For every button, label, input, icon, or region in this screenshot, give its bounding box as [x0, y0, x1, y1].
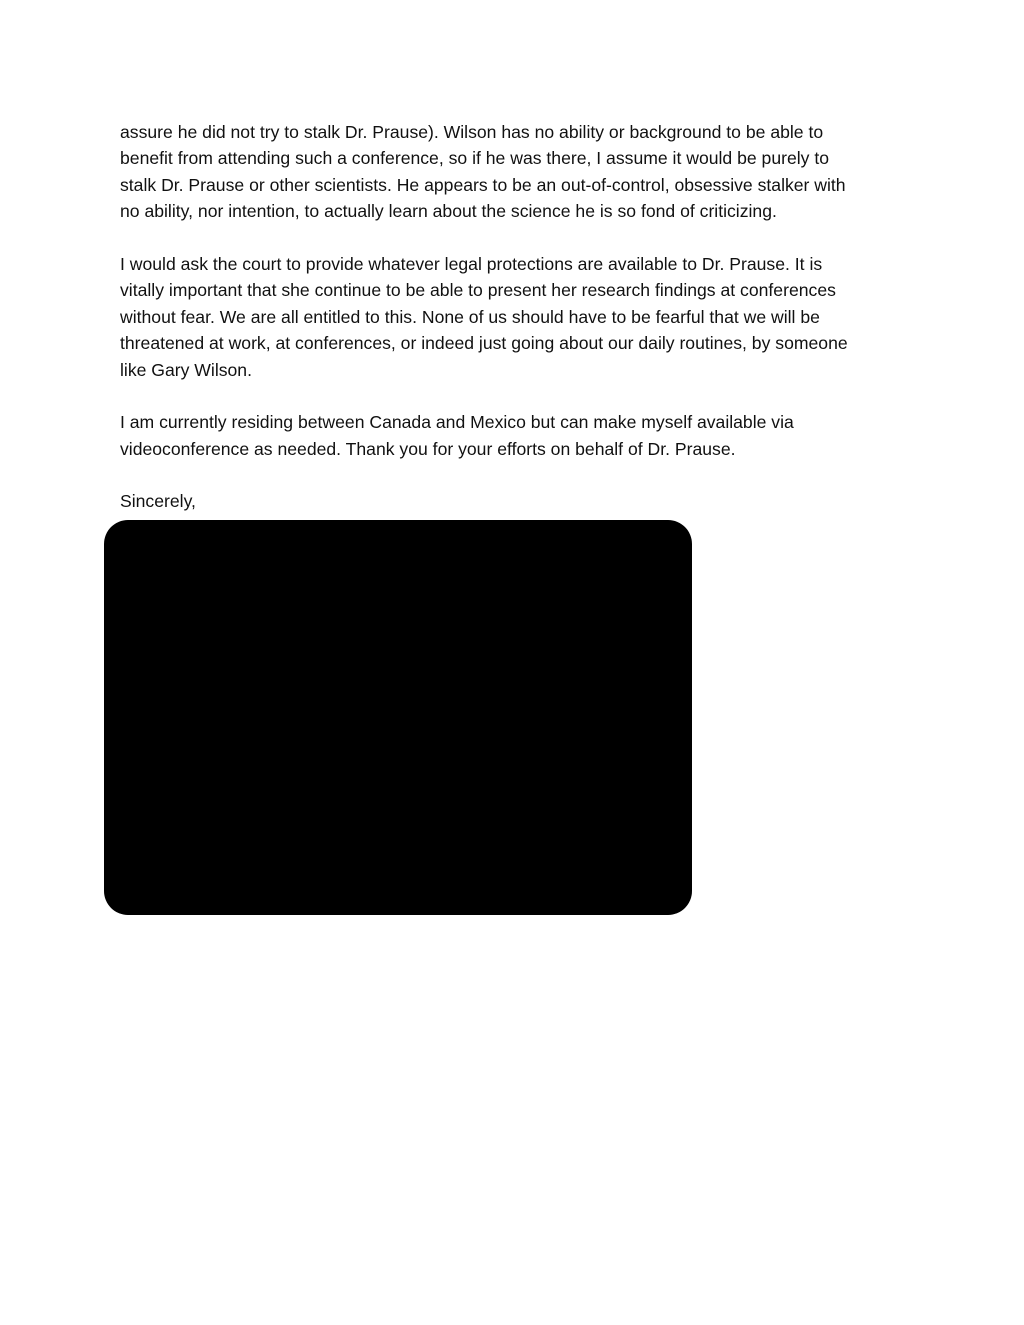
text-line: I am currently residing between Canada and Mexico but can make myself available via — [120, 412, 794, 433]
text-line: I would ask the court to provide whatever legal protections are available to Dr. Prause. It is — [120, 253, 823, 274]
letter-body — [120, 119, 910, 515]
redaction-block — [104, 520, 692, 915]
text-line: threatened at work, at conferences, or indeed just going about our daily routines, by someone — [120, 333, 848, 354]
text-line: stalk Dr. Prause or other scientists. He appears to be an out-of-control, obsessive stalker with — [120, 174, 846, 195]
paragraph-3 — [120, 409, 910, 462]
text-line: no ability, nor intention, to actually learn about the science he is so fond of criticizing. — [120, 201, 777, 222]
text-line: assure he did not try to stalk Dr. Prause). Wilson has no ability or background to be able to — [120, 122, 824, 142]
paragraph-2 — [120, 251, 910, 383]
text-line: like Gary Wilson. — [120, 359, 252, 380]
closing-text: Sincerely, — [120, 491, 196, 512]
text-line: vitally important that she continue to be able to present her research findings at conferences — [120, 280, 836, 301]
text-line: without fear. We are all entitled to this. None of us should have to be fearful that we will be — [120, 306, 820, 327]
closing-salutation — [120, 488, 910, 514]
text-line: benefit from attending such a conference, so if he was there, I assume it would be purely to — [120, 148, 830, 169]
text-line: videoconference as needed. Thank you for your efforts on behalf of Dr. Prause. — [120, 438, 736, 459]
paragraph-1 — [120, 119, 910, 225]
